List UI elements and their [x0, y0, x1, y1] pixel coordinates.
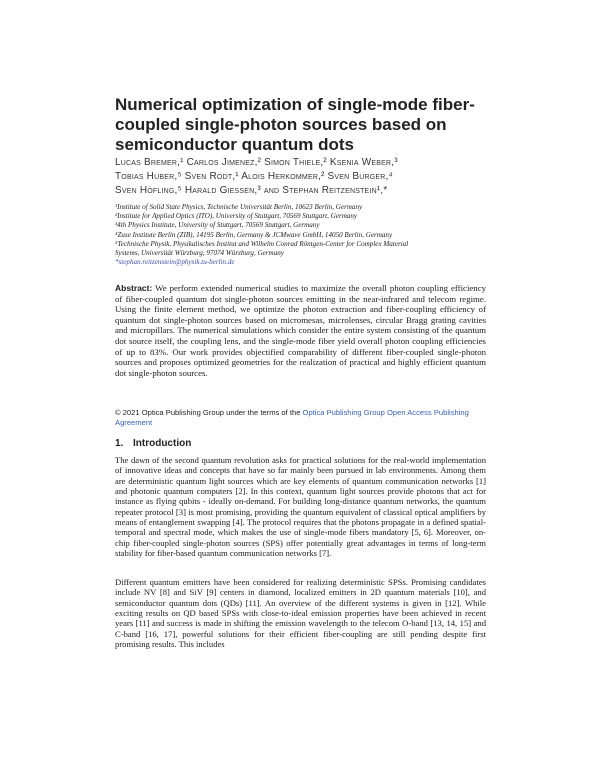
affiliation-list	[115, 203, 515, 267]
copyright-text: © 2021 Optica Publishing Group under the terms of the	[115, 408, 301, 417]
copyright-notice	[115, 408, 486, 428]
body-paragraph: The dawn of the second quantum revolution asks for practical solutions for the real-world implementation of innovative ideas and concepts that have so far mainly been pursued in lab environments. Among them are deterministic quantum light sources which are key elements of quantum communication networks [1] and photonic quantum computers [2]. In this context, quantum light sources provide photons that act for instance as flying qubits - ideally on-demand. For building long-distance quantum networks, the quantum repeater protocol [3] is most promising, providing the quantum equivalent of classical optical amplifiers by means of entanglement swapping [4]. The protocol requires that the photons propagate in a defined spatial-temporal and spectral mode, which makes the use of single-mode fibers mandatory [5, 6]. Moreover, on-chip fiber-coupled single-photon sources (SPS) offer potentially great advantages in terms of long-term stability for fiber-based quantum communication networks [7].	[115, 455, 486, 559]
corresponding-email-link[interactable]: *stephan.reitzenstein@physik.tu-berlin.de	[115, 258, 235, 267]
affiliation-line: ⁴Zuse Institute Berlin (ZIB), 14195 Berlin, Germany & JCMwave GmbH, 14050 Berlin, Germany	[115, 230, 393, 239]
abstract-text: We perform extended numerical studies to maximize the overall photon coupling efficiency of fiber-coupled quantum dot single-photon sources emitting in the near-infrared and telecom regime. Using the finite element method, we optimize the photon extraction and fiber-coupling efficiency of quantum dot single-photon sources based on micromesas, microlenses, circular Bragg grating cavities and micropillars. The numerical simulations which consider the entire system consisting of the quantum dot source itself, the coupling lens, and the single-mode fiber yield overall photon coupling efficiencies of up to 83%. Our work provides objectified comparability of different fiber-coupled single-photon sources and proposes optimized geometries for the realization of practical and highly efficient quantum dot single-photon sources.	[115, 283, 486, 378]
author-line: Sven Höfling,⁵ Harald Giessen,³ and Stephan Reitzenstein¹,*	[115, 185, 388, 196]
section-number: 1.	[115, 438, 124, 449]
section-heading	[115, 438, 191, 449]
author-line: Lucas Bremer,¹ Carlos Jimenez,² Simon Thiele,² Ksenia Weber,³	[115, 157, 398, 168]
section-title: Introduction	[133, 438, 192, 449]
affiliation-line: ²Institute for Applied Optics (ITO), University of Stuttgart, 70569 Stuttgart, Germany	[115, 212, 358, 221]
affiliation-line: Systems, Universität Würzburg, 97074 Würzburg, Germany	[115, 249, 284, 258]
body-paragraph: Different quantum emitters have been considered for realizing deterministic SPSs. Promising candidates include NV [8] and SiV [9] centers in diamond, localized emitters in 2D quantum materials [10], and semiconductor quantum dots (QDs) [11]. An overview of the different systems is given in [12]. While exciting results on QD based SPSs with close-to-ideal emission properties have been achieved in recent years [11] and success is made in shifting the emission wavelength to the telecom O-band [13, 14, 15] and C-band [16, 17], powerful solutions for their efficient fiber-coupling are still pending despite first promising results. This includes	[115, 577, 486, 650]
affiliation-line: ⁵Technische Physik, Physikalisches Institut and Wilhelm Conrad Röntgen-Center for Complex Material	[115, 239, 409, 248]
abstract	[115, 283, 486, 378]
license-link[interactable]: Optica Publishing Group Open Access Publishing Agreement	[115, 408, 469, 427]
paper-title: Numerical optimization of single-mode fiber-coupled single-photon sources based on semiconductor quantum dots	[115, 95, 475, 154]
abstract-label: Abstract:	[115, 283, 153, 293]
author-list	[115, 156, 505, 198]
affiliation-line: ³4th Physics Institute, University of Stuttgart, 70569 Stuttgart, Germany	[115, 221, 320, 230]
affiliation-line: ¹Institute of Solid State Physics, Technische Universität Berlin, 10623 Berlin, Germany	[115, 203, 363, 211]
author-line: Tobias Huber,⁵ Sven Rodt,¹ Alois Herkommer,² Sven Burger,⁴	[115, 171, 394, 182]
